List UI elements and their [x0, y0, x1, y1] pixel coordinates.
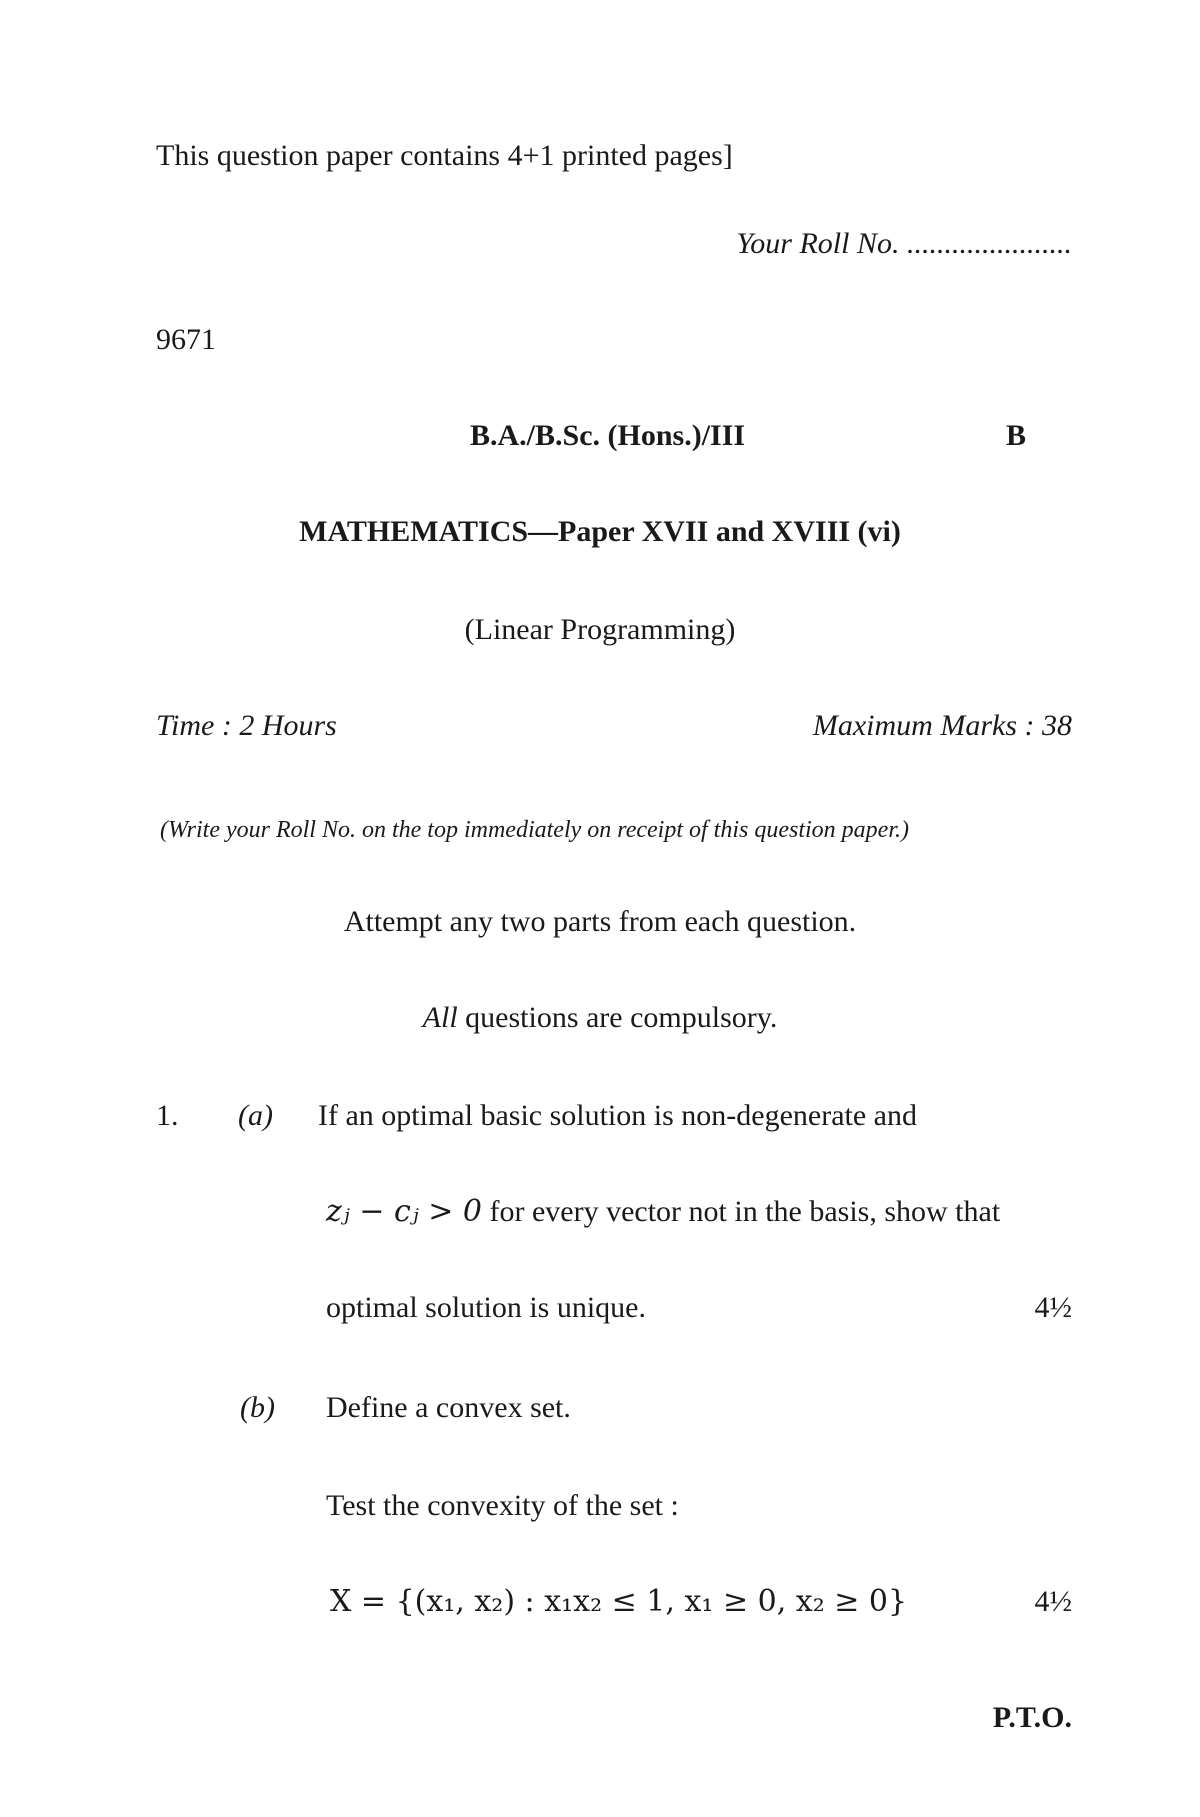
part-a-line-2-text: for every vector not in the basis, show that	[489, 1195, 1001, 1228]
course-title: B.A./B.Sc. (Hons.)/III	[470, 419, 746, 452]
part-a-marks: 4½	[1034, 1291, 1072, 1324]
topic-title: (Linear Programming)	[464, 613, 736, 646]
paper-code: 9671	[156, 323, 216, 356]
instruction-text: questions are compulsory.	[465, 1001, 778, 1034]
roll-number-field: Your Roll No. ......................	[736, 227, 1072, 260]
part-a-line-3: optimal solution is unique.	[326, 1291, 646, 1324]
part-a-line-2	[326, 1194, 1000, 1230]
roll-number-instruction: (Write your Roll No. on the top immediately on receipt of this question paper.)	[160, 817, 910, 843]
time-allowed: Time : 2 Hours	[156, 709, 337, 742]
instruction-emphasis: All	[422, 1001, 458, 1034]
instruction-attempt: Attempt any two parts from each question.	[343, 905, 857, 938]
part-b-line-2: Test the convexity of the set :	[326, 1489, 679, 1522]
set-label: B	[1006, 419, 1027, 452]
please-turn-over: P.T.O.	[992, 1701, 1072, 1734]
part-a-label: (a)	[238, 1099, 273, 1132]
part-b-formula: X = {(x₁, x₂) : x₁x₂ ≤ 1, x₁ ≥ 0, x₂ ≥ 0}	[330, 1584, 908, 1619]
subject-title: MATHEMATICS—Paper XVII and XVIII (vi)	[299, 515, 901, 548]
part-b-marks: 4½	[1034, 1585, 1072, 1618]
instruction-compulsory	[0, 1000, 1200, 1036]
part-b-line-1: Define a convex set.	[326, 1391, 571, 1424]
part-a-condition: zⱼ − cⱼ > 0	[326, 1194, 482, 1229]
part-b-label: (b)	[240, 1391, 275, 1424]
maximum-marks: Maximum Marks : 38	[812, 709, 1072, 742]
part-a-line-1: If an optimal basic solution is non-degenerate and	[318, 1099, 917, 1132]
pages-note: This question paper contains 4+1 printed pages]	[156, 139, 733, 172]
question-number: 1.	[156, 1099, 179, 1132]
